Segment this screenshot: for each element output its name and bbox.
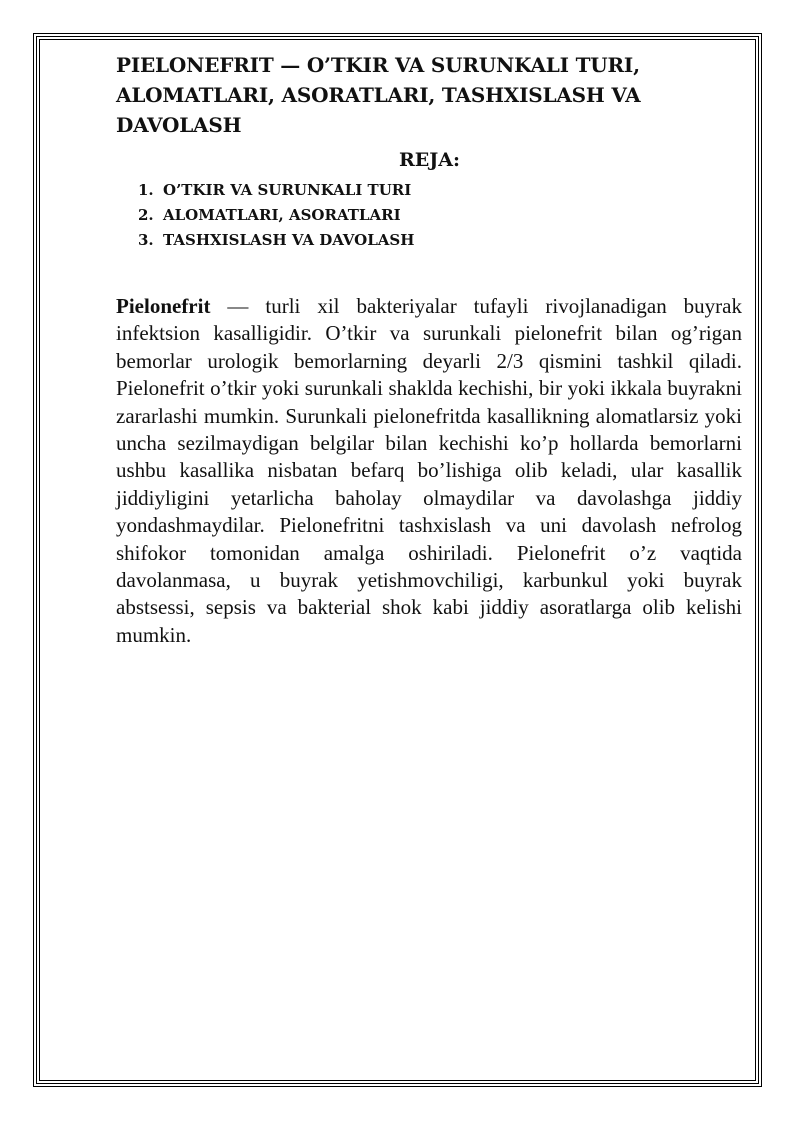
- plan-item-text: TASHXISLASH VA DAVOLASH: [163, 231, 415, 249]
- plan-item: [138, 178, 742, 203]
- document-content: [116, 50, 742, 670]
- plan-item-text: ALOMATLARI, ASORATLARI: [163, 206, 401, 224]
- paragraph-text: — turli xil bakteriyalar tufayli rivojlanadigan buyrak infektsion kasalligidir. O’tkir va surunkali pielonefrit bilan og’rigan bemorlar urologik bemorlarning deyarli 2/3 qismini tashkil qiladi. Pielonefrit o’tkir yoki surunkali shaklda kechishi, bir yoki ikkala buyrakni zararlashi mumkin. Surunkali pielonefritda kasallikning alomatlarsiz yoki uncha sezilmaydigan belgilar bilan kechishi ko’p hollarda bemorlarni ushbu kasallika nisbatan befarq bo’lishiga olib keladi, ular kasallik jiddiyligini yetarlicha baholay olmaydilar va davolashga jiddiy yondashmaydilar. Pielonefritni tashxislash va uni davolash nefrolog shifokor tomonidan amalga oshiriladi. Pielonefrit o’z vaqtida davolanmasa, u buyrak yetishmovchiligi, karbunkul yoki buyrak abstsessi, sepsis va bakterial shok kabi jiddiy asoratlarga olib kelishi mumkin.: [116, 294, 742, 647]
- plan-list: [116, 178, 742, 253]
- plan-item: [138, 228, 742, 253]
- plan-item-number: 1.: [138, 181, 154, 199]
- plan-item-text: O’TKIR VA SURUNKALI TURI: [163, 181, 412, 199]
- plan-item-number: 3.: [138, 231, 154, 249]
- paragraph-lead-term: Pielonefrit: [116, 294, 211, 318]
- plan-heading: REJA:: [399, 149, 461, 171]
- document-title: PIELONEFRIT — O’TKIR VA SURUNKALI TURI, ALOMATLARI, ASORATLARI, TASHXISLASH VA DAVOLASH: [116, 53, 641, 137]
- plan-item: [138, 203, 742, 228]
- plan-item-number: 2.: [138, 206, 154, 224]
- body-paragraph: [116, 293, 742, 649]
